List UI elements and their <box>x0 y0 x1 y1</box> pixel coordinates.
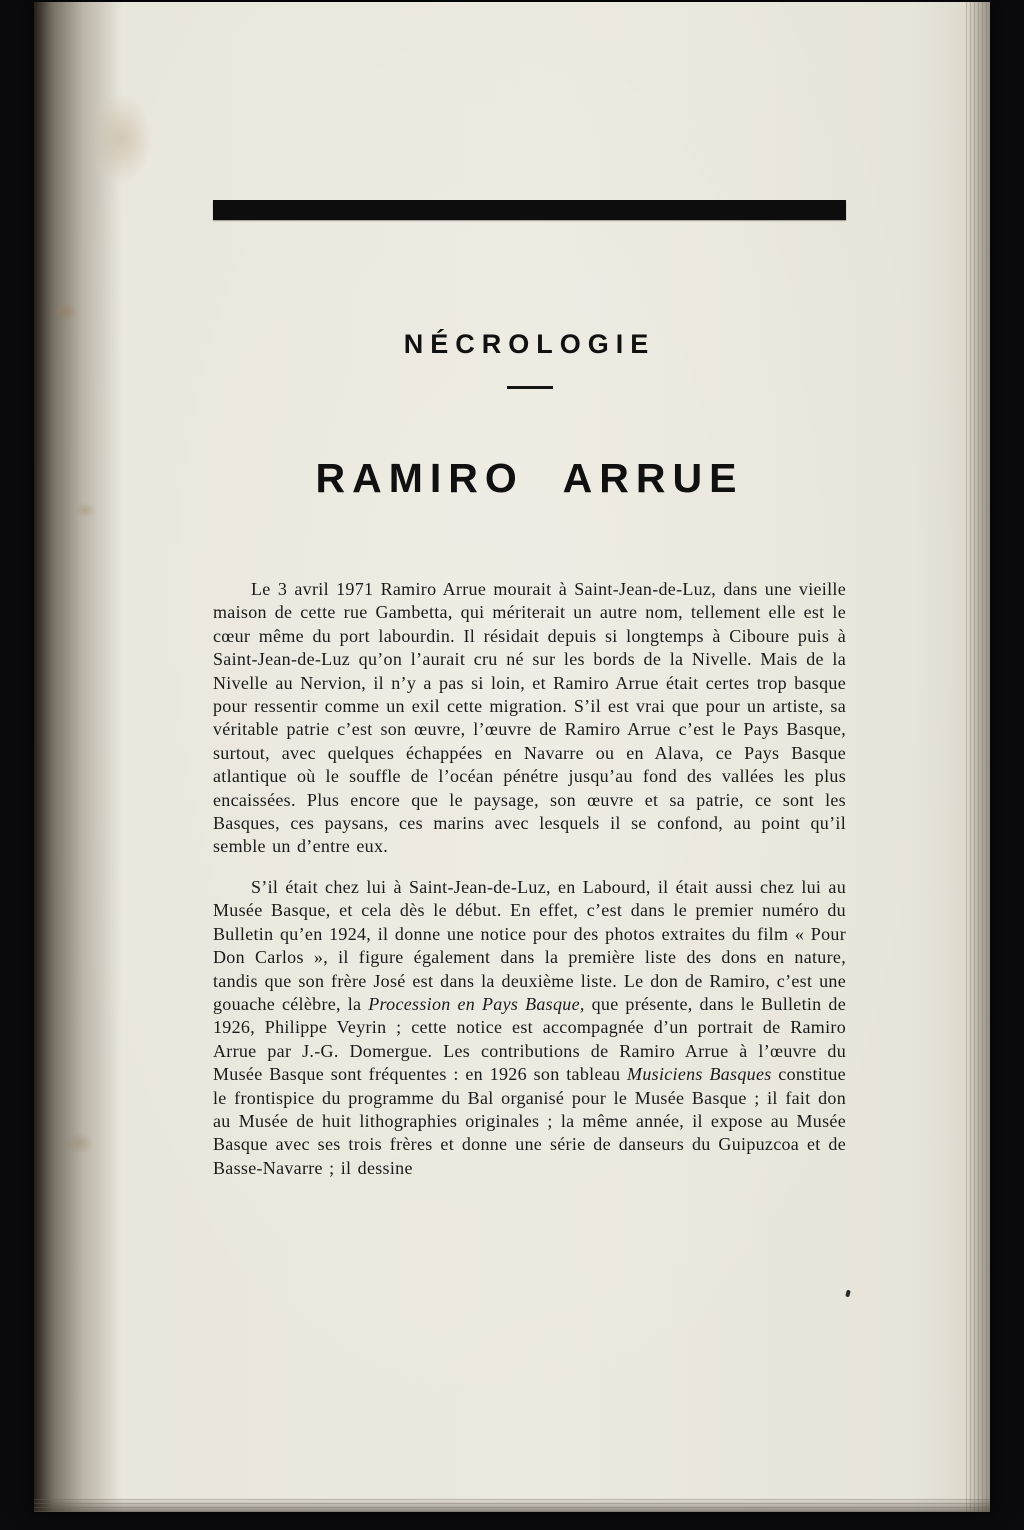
section-divider <box>507 386 553 389</box>
page-stain <box>92 94 152 184</box>
text-run: S’il était chez lui à Saint-Jean-de-Luz, en Labourd, il était aussi chez lui au Musée Basque, et cela dès le début. En effet, c’est dans le premier numéro du Bulletin qu’en 1924, il donne une notice pour des photos extraites du film « Pour Don Carlos », il figure également dans la première liste des dons en nature, tandis que son frère José est dans la deuxième liste. Le don de Ramiro, c’est une gouache célèbre, la <box>213 876 846 1014</box>
page-edge-stack <box>966 2 990 1512</box>
printed-content <box>213 2 846 1197</box>
page-stain <box>74 502 96 518</box>
book-spine-shadow <box>34 2 122 1512</box>
page-title: RAMIRO ARRUE <box>315 455 744 501</box>
text-run: que présente, dans le Bulletin de 1926, Philippe Veyrin ; cette notice est accompagnée d’un portrait de Ramiro Arrue par J.-G. Domergue. Les contributions de Ramiro Arrue à l’œuvre du Musée Basque sont fréquentes : en 1926 son tableau <box>213 993 846 1085</box>
book-page <box>34 2 990 1512</box>
page-stain <box>52 302 78 322</box>
italic-run: Procession en Pays Basque, <box>368 993 585 1014</box>
section-heading: NÉCROLOGIE <box>403 329 656 359</box>
ink-speck <box>845 1290 851 1298</box>
page-stain <box>64 1132 94 1154</box>
text-run: constitue le frontispice du programme du Bal organisé pour le Musée Basque ; il fait don au Musée de huit lithographies originales ; la même année, il expose au Musée Basque avec ses trois frères et donne une série de danseurs du Guipuzcoa et de Basse-Navarre ; il dessine <box>213 1064 846 1178</box>
top-rule <box>213 200 846 220</box>
italic-run: Musiciens Basques <box>627 1064 772 1085</box>
page-bottom-edge <box>34 1498 990 1512</box>
paragraph <box>213 876 846 1180</box>
paragraph <box>213 578 846 859</box>
body-text <box>213 578 846 1180</box>
text-run: Le 3 avril 1971 Ramiro Arrue mourait à Saint-Jean-de-Luz, dans une vieille maison de cette rue Gambetta, qui mériterait un autre nom, tellement elle est le cœur même du port labourdin. Il résidait depuis si longtemps à Ciboure puis à Saint-Jean-de-Luz qu’on l’aurait cru né sur les bords de la Nivelle. Mais de la Nivelle au Nervion, il n’y a pas si loin, et Ramiro Arrue était certes trop basque pour ressentir comme un exil cette migration. S’il est vrai que pour un artiste, sa véritable patrie c’est son œuvre, l’œuvre de Ramiro Arrue c’est le Pays Basque, surtout, avec quelques échappées en Navarre ou en Alava, ce Pays Basque atlantique où le souffle de l’océan pénétre jusqu’au fond des vallées les plus encaissées. Plus encore que le paysage, son œuvre et sa patrie, ce sont les Basques, ces paysans, ces marins avec lesquels il se confond, au point qu’il semble un d’entre eux. <box>213 579 846 857</box>
